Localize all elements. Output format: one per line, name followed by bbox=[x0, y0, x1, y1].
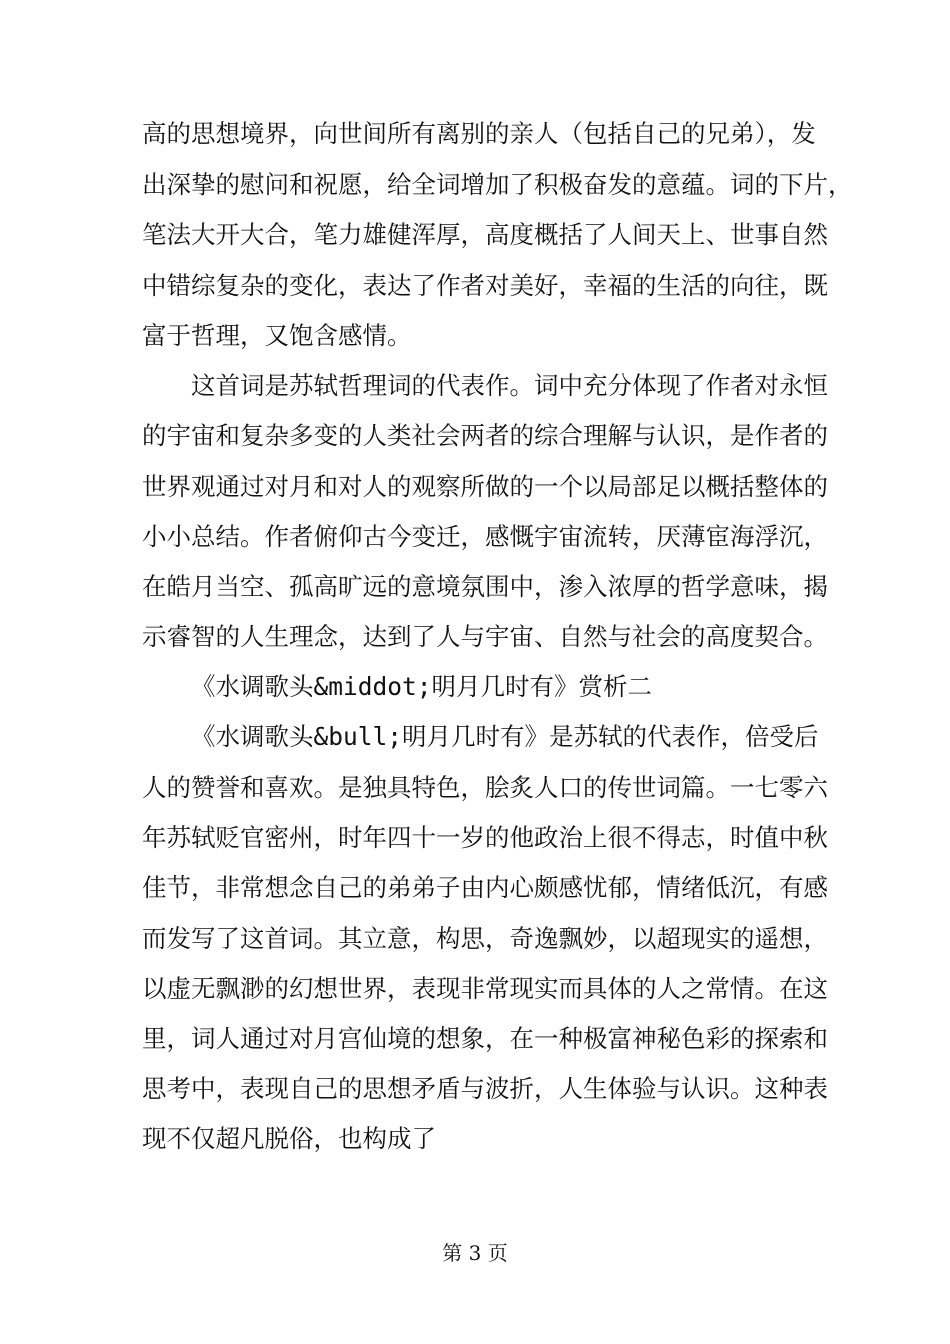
text-line: 小小总结。作者俯仰古今变迁，感慨宇宙流转，厌薄宦海浮沉， bbox=[142, 522, 828, 551]
text-line: 而发写了这首词。其立意，构思，奇逸飘妙，以超现实的遥想， bbox=[142, 924, 828, 953]
text-line: 的宇宙和复杂多变的人类社会两者的综合理解与认识，是作者的 bbox=[142, 421, 828, 450]
text-line: 人的赞誉和喜欢。是独具特色，脍炙人口的传世词篇。一七零六 bbox=[142, 773, 828, 802]
text-line: 在皓月当空、孤高旷远的意境氛围中，渗入浓厚的哲学意味，揭 bbox=[142, 572, 828, 601]
text-line: 高的思想境界，向世间所有离别的亲人（包括自己的兄弟），发 bbox=[142, 119, 816, 148]
section-heading: 《水调歌头&middot;明月几时有》赏析二 bbox=[191, 672, 653, 701]
text-line: 年苏轼贬官密州，时年四十一岁的他政治上很不得志，时值中秋 bbox=[142, 823, 828, 852]
text-line: 示睿智的人生理念，达到了人与宇宙、自然与社会的高度契合。 bbox=[142, 622, 828, 651]
text-line: 以虚无飘渺的幻想世界，表现非常现实而具体的人之常情。在这 bbox=[142, 974, 828, 1003]
text-line: 富于哲理，又饱含感情。 bbox=[142, 321, 412, 350]
page-number: 第 3 页 bbox=[442, 1241, 508, 1265]
text-line: 里，词人通过对月宫仙境的想象，在一种极富神秘色彩的探索和 bbox=[142, 1024, 828, 1053]
text-line: 世界观通过对月和对人的观察所做的一个以局部足以概括整体的 bbox=[142, 472, 828, 501]
text-line: 思考中，表现自己的思想矛盾与波折，人生体验与认识。这种表 bbox=[142, 1074, 828, 1103]
text-line: 《水调歌头&bull;明月几时有》是苏轼的代表作，倍受后 bbox=[191, 722, 819, 751]
text-line: 笔法大开大合，笔力雄健浑厚，高度概括了人间天上、世事自然 bbox=[142, 220, 828, 249]
text-line: 中错综复杂的变化，表达了作者对美好，幸福的生活的向往，既 bbox=[142, 271, 828, 300]
text-line: 现不仅超凡脱俗，也构成了 bbox=[142, 1124, 436, 1153]
text-line: 这首词是苏轼哲理词的代表作。词中充分体现了作者对永恒 bbox=[191, 371, 828, 400]
text-line: 佳节，非常想念自己的弟弟子由内心颇感忧郁，情绪低沉，有感 bbox=[142, 873, 828, 902]
text-line: 出深挚的慰问和祝愿，给全词增加了积极奋发的意蕴。词的下片， bbox=[142, 170, 853, 199]
